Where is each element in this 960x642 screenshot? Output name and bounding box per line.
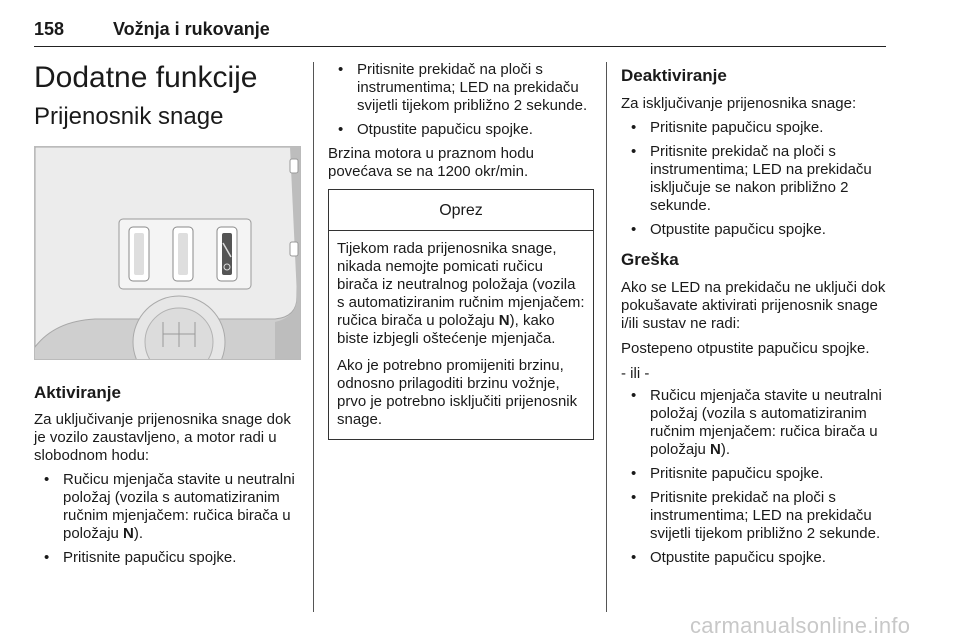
pto-switch-illustration: [34, 146, 301, 360]
dashboard-switch-drawing: [35, 147, 300, 359]
heading-activation: Aktiviranje: [34, 383, 121, 402]
column-divider: [313, 62, 314, 612]
fault-remedy: Postepeno otpustite papučicu spojke.: [621, 340, 870, 357]
list-item: • Pritisnite papučicu spojke.: [34, 549, 300, 567]
column-middle: [328, 60, 594, 440]
page-header: [34, 16, 886, 47]
list-item: • Otpustite papučicu spojke.: [621, 549, 887, 567]
page-number: 158: [34, 19, 65, 39]
list-item: • Pritisnite prekidač na ploči s instrumentima; LED na prekidaču svijetli tijekom približno 2 sekunde.: [328, 61, 594, 115]
idle-speed-note: Brzina motora u praznom hodu povećava se na 1200 okr/min.: [328, 145, 534, 180]
heading-fault: Greška: [621, 250, 679, 269]
activation-steps: [34, 471, 300, 567]
list-item: • Pritisnite papučicu spojke.: [621, 119, 887, 137]
list-item: • Ručicu mjenjača stavite u neutralni položaj (vozila s automatiziranim ručnim mjenjačem: ručica birača u položaju N).: [34, 471, 300, 543]
list-item: • Ručicu mjenjača stavite u neutralni položaj (vozila s automatiziranim ručnim mjenjačem: ručica birača u položaju N).: [621, 387, 887, 459]
column-right: [621, 60, 887, 567]
fault-description: Ako se LED na prekidaču ne uključi dok pokušavate aktivirati prijenosnik snage i/ili sustav ne radi:: [621, 279, 886, 332]
list-item: • Pritisnite prekidač na ploči s instrumentima; LED na prekidaču isključuje se nakon približno 2 sekunde.: [621, 143, 887, 215]
deactivation-intro: Za isključivanje prijenosnika snage:: [621, 95, 857, 112]
running-title: Vožnja i rukovanje: [113, 19, 270, 39]
caution-title: Oprez: [329, 190, 593, 231]
deactivation-steps: [621, 119, 887, 239]
activation-steps-continued: [328, 61, 594, 139]
fault-steps: [621, 387, 887, 567]
caution-box: [328, 189, 594, 440]
section-title: Dodatne funkcije: [34, 61, 258, 94]
caution-text: Ako je potrebno promijeniti brzinu, odnosno prilagoditi brzinu vožnje, prvo je potrebno isključiti prijenosnik snage.: [337, 357, 578, 428]
list-item: • Pritisnite prekidač na ploči s instrumentima; LED na prekidaču svijetli tijekom približno 2 sekunde.: [621, 489, 887, 543]
or-separator: - ili -: [621, 365, 650, 382]
heading-deactivation: Deaktiviranje: [621, 66, 727, 85]
list-item: • Otpustite papučicu spojke.: [328, 121, 594, 139]
activation-intro: Za uključivanje prijenosnika snage dok je vozilo zaustavljeno, a motor radi u slobodnom hodu:: [34, 411, 291, 464]
caution-text: Tijekom rada prijenosnika snage, nikada nemojte pomicati ručicu birača iz neutralnog položaja (vozila s automatiziranim ručnim mjenjačem: ručica birača u položaju N), kako biste izbjegli oštećenje mjenjača.: [337, 240, 585, 347]
subsection-title: Prijenosnik snage: [34, 103, 224, 130]
list-item: • Otpustite papučicu spojke.: [621, 221, 887, 239]
watermark-text: carmanualsonline.info: [690, 613, 911, 638]
column-divider: [606, 62, 607, 612]
list-item: • Pritisnite papučicu spojke.: [621, 465, 887, 483]
column-left: [34, 60, 300, 567]
